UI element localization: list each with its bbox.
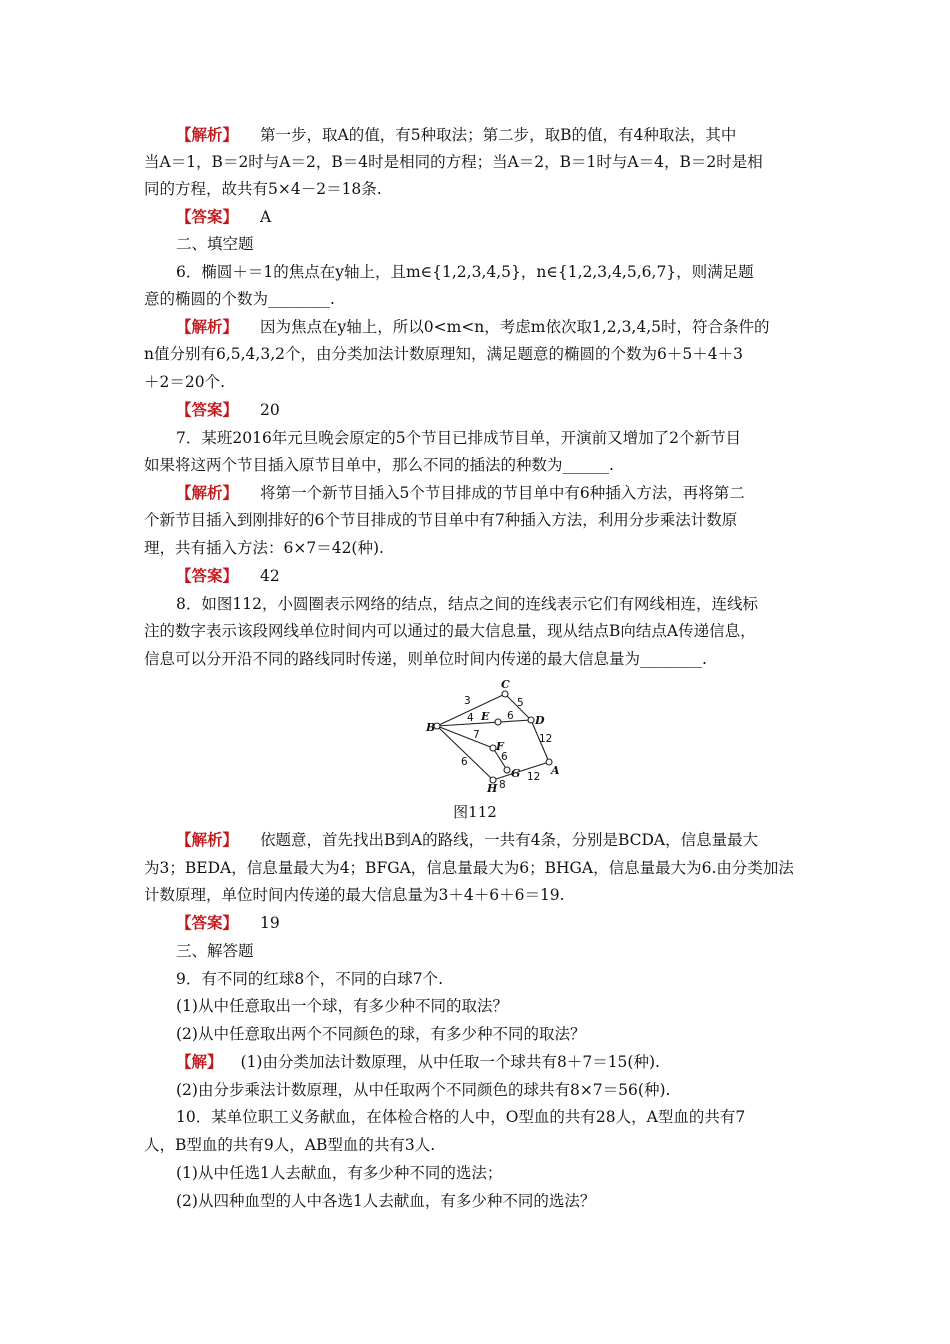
q10-line-4: (2)从四种血型的人中各选1人去献血，有多少种不同的选法？ bbox=[176, 1192, 596, 1210]
edge-label-da: 12 bbox=[539, 733, 553, 745]
node-e bbox=[495, 719, 501, 725]
q7-analysis-line-1: 【解析】 将第一个新节目插入5个节目排成的节目单中有6种插入方法，再将第二 bbox=[176, 483, 745, 502]
edge-label-hg: 8 bbox=[499, 779, 506, 791]
node-label-f: F bbox=[496, 740, 504, 753]
node-d bbox=[528, 717, 534, 723]
edge-label-bf: 7 bbox=[473, 729, 480, 741]
q8-analysis-line-3: 计数原理，单位时间内传递的最大信息量为3＋4＋6＋6＝19. bbox=[144, 886, 565, 904]
q8-line-3: 信息可以分开沿不同的路线同时传递，则单位时间内传递的最大信息量为________. bbox=[144, 650, 707, 668]
q6-analysis-line-3: ＋2＝20个. bbox=[144, 373, 226, 391]
q9-line-2: (1)从中任意取出一个球，有多少种不同的取法？ bbox=[176, 997, 508, 1015]
section-heading-fill-blank: 二、填空题 bbox=[176, 235, 254, 253]
q9-line-1: 9．有不同的红球8个，不同的白球7个. bbox=[176, 970, 444, 988]
edge-bh bbox=[437, 726, 493, 780]
solution-tag: 【解】 bbox=[176, 1052, 223, 1071]
analysis-tag: 【解析】 bbox=[176, 317, 239, 336]
q6-line-2: 意的椭圆的个数为________. bbox=[144, 290, 335, 308]
q8-analysis-line-1: 【解析】 依题意，首先找出B到A的路线，一共有4条，分别是BCDA，信息量最大 bbox=[176, 830, 759, 849]
node-label-c: C bbox=[501, 678, 510, 691]
figure-caption: 图112 bbox=[453, 803, 497, 821]
q6-analysis-line-1: 【解析】 因为焦点在y轴上，所以0<m<n，考虑m依次取1,2,3,4,5时，符合条件的 bbox=[176, 317, 770, 336]
node-g bbox=[504, 767, 510, 773]
edge-label-bh: 6 bbox=[461, 756, 468, 768]
q8-line-2: 注的数字表示该段网线单位时间内可以通过的最大信息量，现从结点B向结点A传递信息， bbox=[144, 622, 756, 640]
q10-line-1: 10．某单位职工义务献血，在体检合格的人中，O型血的共有28人，A型血的共有7 bbox=[176, 1108, 746, 1126]
q7-line-2: 如果将这两个节目插入原节目单中，那么不同的插法的种数为______. bbox=[144, 456, 614, 474]
edge-label-be: 4 bbox=[467, 712, 474, 724]
analysis-tag: 【解析】 bbox=[176, 125, 239, 144]
q7-analysis-line-3: 理，共有插入方法：6×7＝42(种). bbox=[144, 539, 384, 557]
edge-ha bbox=[493, 762, 549, 780]
q10-line-3: (1)从中任选1人去献血，有多少种不同的选法； bbox=[176, 1164, 503, 1182]
q6-answer: 【答案】 20 bbox=[176, 400, 280, 419]
node-label-e: E bbox=[481, 710, 490, 723]
p5-analysis-line-2: 当A＝1，B＝2时与A＝2，B＝4时是相同的方程；当A＝2，B＝1时与A＝4，B＝2时是相 bbox=[144, 153, 763, 171]
q8-answer: 【答案】 19 bbox=[176, 913, 280, 932]
node-label-d: D bbox=[535, 714, 545, 727]
section-heading-solve: 三、解答题 bbox=[176, 942, 254, 960]
q10-line-2: 人，B型血的共有9人，AB型血的共有3人. bbox=[144, 1136, 436, 1154]
edge-label-cd: 5 bbox=[517, 697, 524, 709]
analysis-tag: 【解析】 bbox=[176, 830, 239, 849]
q7-line-1: 7．某班2016年元旦晚会原定的5个节目已排成节目单，开演前又增加了2个新节目 bbox=[176, 429, 742, 447]
q8-analysis-line-2: 为3；BEDA，信息量最大为4；BFGA，信息量最大为6；BHGA，信息量最大为6.由分类加法 bbox=[144, 859, 794, 877]
node-label-g: G bbox=[511, 767, 521, 780]
p5-answer: 【答案】 A bbox=[176, 207, 272, 226]
answer-tag: 【答案】 bbox=[176, 566, 239, 585]
p5-analysis-line-3: 同的方程，故共有5×4－2＝18条. bbox=[144, 180, 382, 198]
edge-bf bbox=[437, 726, 493, 748]
node-label-a: A bbox=[551, 764, 560, 777]
edge-label-bc: 3 bbox=[464, 695, 471, 707]
analysis-tag: 【解析】 bbox=[176, 483, 239, 502]
p5-analysis-line-1: 【解析】 第一步，取A的值，有5种取法；第二步，取B的值，有4种取法，其中 bbox=[176, 125, 737, 144]
q9-solution-line-2: (2)由分步乘法计数原理，从中任取两个不同颜色的球共有8×7＝56(种). bbox=[176, 1081, 671, 1099]
q7-analysis-line-2: 个新节目插入到刚排好的6个节目排成的节目单中有7种插入方法，利用分步乘法计数原 bbox=[144, 511, 738, 529]
answer-tag: 【答案】 bbox=[176, 207, 239, 226]
node-label-b: B bbox=[426, 721, 436, 734]
edge-label-ed: 6 bbox=[507, 710, 514, 722]
q8-line-1: 8．如图112，小圆圈表示网络的结点，结点之间的连线表示它们有网线相连，连线标 bbox=[176, 595, 758, 613]
node-label-h: H bbox=[487, 782, 498, 795]
edge-label-ga: 12 bbox=[527, 771, 541, 783]
q9-solution-line-1: 【解】 (1)由分类加法计数原理，从中任取一个球共有8＋7＝15(种). bbox=[176, 1052, 660, 1071]
edge-label-fg: 6 bbox=[501, 751, 508, 763]
q9-line-3: (2)从中任意取出两个不同颜色的球，有多少种不同的取法？ bbox=[176, 1025, 586, 1043]
q6-analysis-line-2: n值分别有6,5,4,3,2个，由分类加法计数原理知，满足题意的椭圆的个数为6＋5＋4＋3 bbox=[144, 345, 743, 363]
answer-tag: 【答案】 bbox=[176, 400, 239, 419]
q6-line-1: 6．椭圆＋＝1的焦点在y轴上，且m∈{1,2,3,4,5}，n∈{1,2,3,4,5,6,7}，则满足题 bbox=[176, 263, 754, 281]
q7-answer: 【答案】 42 bbox=[176, 566, 280, 585]
network-diagram bbox=[415, 676, 575, 796]
node-c bbox=[502, 691, 508, 697]
answer-tag: 【答案】 bbox=[176, 913, 239, 932]
